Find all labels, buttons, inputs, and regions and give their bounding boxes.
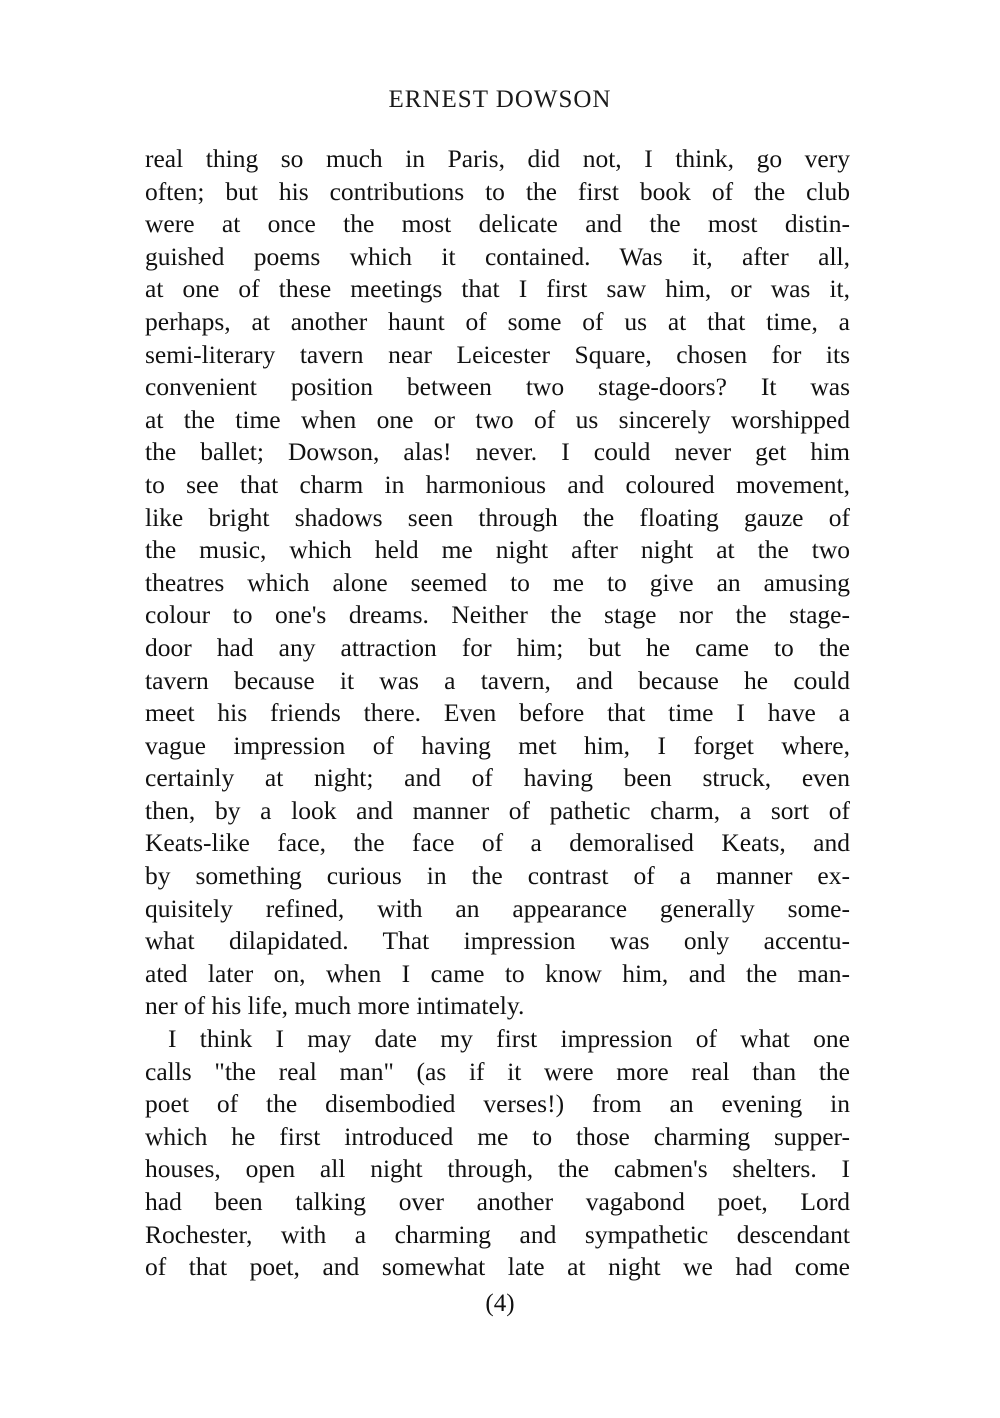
text-line: guished poems which it contained. Was it, after all, xyxy=(145,241,850,271)
text-line: at the time when one or two of us sincerely worshipped xyxy=(145,404,850,434)
text-line: vague impression of having met him, I forget where, xyxy=(145,730,850,760)
paragraph-2 xyxy=(145,1023,850,1284)
text-line: houses, open all night through, the cabmen's shelters. I xyxy=(145,1154,850,1184)
text-line: perhaps, at another haunt of some of us at that time, a xyxy=(145,306,850,336)
running-head: ERNEST DOWSON xyxy=(388,86,612,113)
text-line: meet his friends there. Even before that time I have a xyxy=(145,698,850,728)
text-line: by something curious in the contrast of a manner ex- xyxy=(145,861,850,891)
text-line: Keats-like face, the face of a demoralised Keats, and xyxy=(145,828,850,858)
text-line: convenient position between two stage-doors? It was xyxy=(145,372,850,402)
text-line: ated later on, when I came to know him, and the man- xyxy=(145,958,850,988)
text-line: what dilapidated. That impression was only accentu- xyxy=(145,926,850,956)
text-line: the ballet; Dowson, alas! never. I could never get him xyxy=(145,437,850,467)
text-line: tavern because it was a tavern, and because he could xyxy=(145,665,850,695)
body-text xyxy=(145,143,850,1284)
text-line: ner of his life, much more intimately. xyxy=(145,991,525,1021)
paragraph-1 xyxy=(145,143,850,1023)
text-line: like bright shadows seen through the floating gauze of xyxy=(145,502,850,532)
text-line: Rochester, with a charming and sympathetic descendant xyxy=(145,1219,850,1249)
text-line: I think I may date my first impression of what one xyxy=(168,1024,850,1054)
page-number: (4) xyxy=(485,1290,515,1317)
text-line: had been talking over another vagabond poet, Lord xyxy=(145,1187,850,1216)
text-line: quisitely refined, with an appearance generally some- xyxy=(145,893,850,923)
text-line: the music, which held me night after night at the two xyxy=(145,535,850,565)
text-line: theatres which alone seemed to me to give an amusing xyxy=(145,567,850,597)
text-line: of that poet, and somewhat late at night we had come xyxy=(145,1252,850,1282)
text-line: poet of the disembodied verses!) from an evening in xyxy=(145,1089,850,1119)
text-line: at one of these meetings that I first saw him, or was it, xyxy=(145,274,850,304)
text-line: then, by a look and manner of pathetic charm, a sort of xyxy=(145,795,850,825)
text-line: door had any attraction for him; but he came to the xyxy=(145,632,850,662)
text-line: which he first introduced me to those charming supper- xyxy=(145,1121,850,1151)
text-line: certainly at night; and of having been struck, even xyxy=(145,763,850,793)
text-line: to see that charm in harmonious and coloured movement, xyxy=(145,469,850,499)
text-line: colour to one's dreams. Neither the stage nor the stage- xyxy=(145,600,850,630)
text-line: calls "the real man" (as if it were more real than the xyxy=(145,1056,850,1086)
text-line: often; but his contributions to the first book of the club xyxy=(145,176,850,206)
text-line: semi-literary tavern near Leicester Square, chosen for its xyxy=(145,339,850,369)
text-line: were at once the most delicate and the most distin- xyxy=(145,209,850,239)
text-line: real thing so much in Paris, did not, I think, go very xyxy=(145,144,850,173)
